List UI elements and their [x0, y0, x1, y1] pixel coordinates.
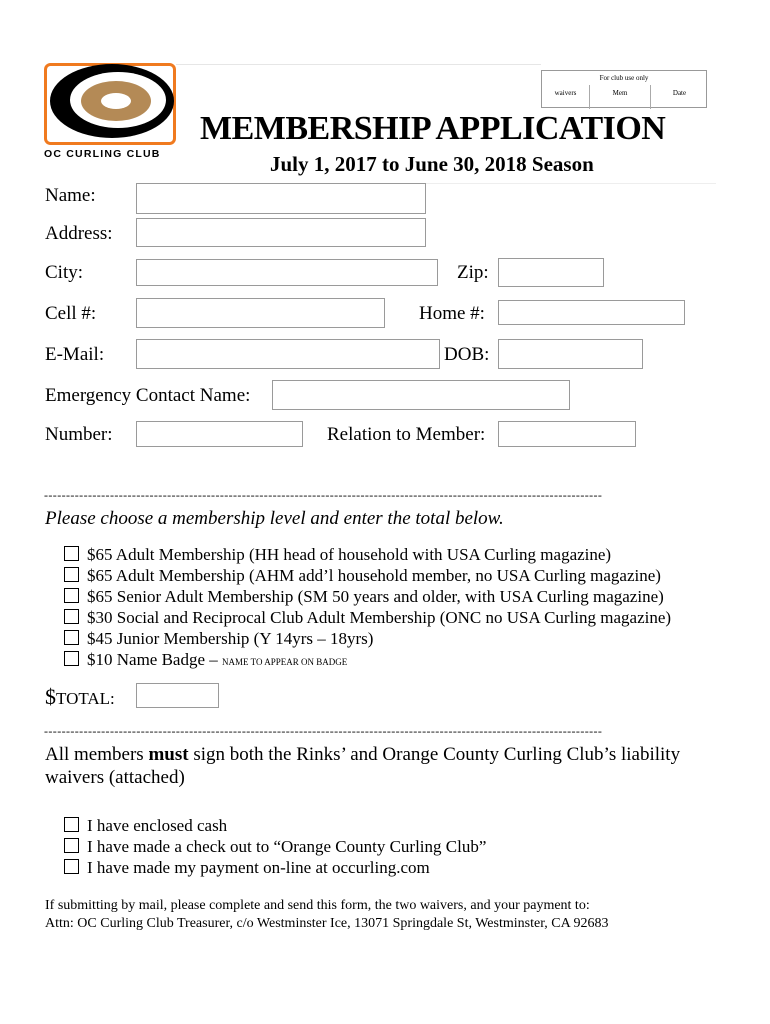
membership-option-senior[interactable] [64, 586, 664, 607]
address-label: Address: [45, 223, 113, 244]
payment-option-cash[interactable] [64, 815, 227, 836]
membership-option-ahm[interactable] [64, 565, 661, 586]
cell-label: Cell #: [45, 303, 97, 324]
checkbox[interactable] [64, 609, 79, 624]
club-name: OC CURLING CLUB [44, 148, 161, 160]
separator-line: ------------------------------------------------------------------------------------------------------------------------------- [44, 488, 603, 502]
header-rule [176, 64, 541, 65]
checkbox[interactable] [64, 838, 79, 853]
option-label: I have made my payment on-line at occurling.com [87, 858, 430, 877]
mail-address: Attn: OC Curling Club Treasurer, c/o Westminster Ice, 13071 Springdale St, Westminster, CA 92683 [45, 916, 609, 931]
email-field[interactable] [136, 339, 440, 369]
membership-option-junior[interactable] [64, 628, 373, 649]
option-label: $45 Junior Membership (Y 14yrs – 18yrs) [87, 629, 374, 648]
checkbox[interactable] [64, 588, 79, 603]
name-field[interactable] [136, 183, 426, 214]
zip-field[interactable] [498, 258, 604, 287]
dob-label: DOB: [444, 344, 490, 365]
club-logo [44, 63, 176, 145]
dob-field[interactable] [498, 339, 643, 369]
office-use-heading: For club use only [599, 74, 649, 82]
mail-instructions: If submitting by mail, please complete and send this form, the two waivers, and your payment to: [45, 898, 590, 913]
total-field[interactable] [136, 683, 219, 708]
dollar-sign: $ [45, 684, 56, 709]
option-label: I have made a check out to “Orange County Curling Club” [87, 837, 487, 856]
city-field[interactable] [136, 259, 438, 286]
checkbox[interactable] [64, 651, 79, 666]
emergency-contact-field[interactable] [272, 380, 570, 410]
relation-label: Relation to Member: [327, 424, 486, 445]
office-use-box [541, 70, 707, 108]
office-mem-cell: Mem [589, 85, 650, 109]
checkbox[interactable] [64, 859, 79, 874]
checkbox[interactable] [64, 817, 79, 832]
payment-option-online[interactable] [64, 857, 430, 878]
checkbox[interactable] [64, 546, 79, 561]
option-label: $10 Name Badge – [87, 650, 223, 669]
waiver-notice [45, 743, 735, 789]
email-label: E-Mail: [45, 344, 105, 365]
option-label: $30 Social and Reciprocal Club Adult Membership (ONC no USA Curling magazine) [87, 608, 672, 627]
emergency-contact-label: Emergency Contact Name: [45, 385, 251, 406]
payment-option-check[interactable] [64, 836, 486, 857]
membership-option-badge[interactable] [64, 649, 347, 670]
relation-field[interactable] [498, 421, 636, 447]
address-field[interactable] [136, 218, 426, 247]
separator-line: ------------------------------------------------------------------------------------------------------------------------------- [44, 724, 603, 738]
waiver-text-must: must [148, 744, 189, 765]
home-phone-label: Home #: [419, 303, 485, 324]
season-subtitle: July 1, 2017 to June 30, 2018 Season [270, 152, 594, 176]
number-label: Number: [45, 424, 113, 445]
option-label: $65 Adult Membership (HH head of household with USA Curling magazine) [87, 545, 612, 564]
checkbox[interactable] [64, 567, 79, 582]
membership-option-social[interactable] [64, 607, 671, 628]
office-waivers-cell: waivers [554, 89, 577, 97]
membership-prompt: Please choose a membership level and enter the total below. [45, 508, 504, 529]
page-title: MEMBERSHIP APPLICATION [200, 110, 666, 147]
option-label: I have enclosed cash [87, 816, 228, 835]
option-label: $65 Adult Membership (AHM add’l household member, no USA Curling magazine) [87, 566, 661, 585]
home-phone-field[interactable] [498, 300, 685, 325]
office-date-cell: Date [650, 85, 708, 109]
city-label: City: [45, 262, 84, 283]
option-label: $65 Senior Adult Membership (SM 50 years and older, with USA Curling magazine) [87, 587, 664, 606]
emergency-number-field[interactable] [136, 421, 303, 447]
membership-option-hh[interactable] [64, 544, 611, 565]
badge-note: NAME TO APPEAR ON BADGE [222, 657, 348, 667]
waiver-text-before: All members [45, 744, 149, 765]
name-label: Name: [45, 185, 96, 206]
checkbox[interactable] [64, 630, 79, 645]
zip-label: Zip: [457, 262, 489, 283]
total-label [45, 684, 115, 710]
waiver-text-after: sign both the Rinks’ and Orange County Curling Club’s liability waivers (attached) [45, 744, 681, 788]
cell-phone-field[interactable] [136, 298, 385, 328]
total-text: TOTAL: [56, 689, 115, 708]
